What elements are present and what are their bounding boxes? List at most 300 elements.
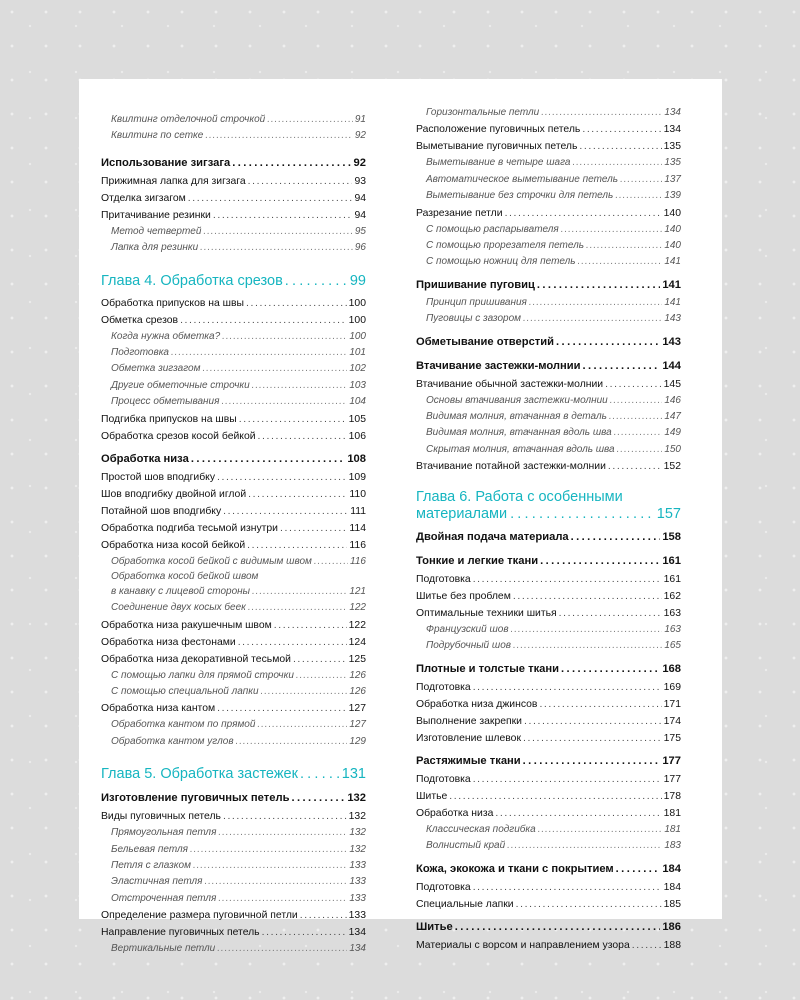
leader-dots (571, 528, 661, 547)
toc-entry[interactable] (416, 458, 681, 475)
leader-dots (505, 205, 662, 222)
page-number: 92 (354, 130, 366, 142)
leader-dots (620, 172, 662, 188)
page-number: 141 (662, 278, 681, 291)
page-number: 93 (354, 175, 366, 187)
section-entry[interactable] (101, 789, 366, 808)
toc-entry[interactable] (101, 520, 366, 537)
toc-entry[interactable] (101, 600, 366, 616)
entry-title: Расположение пуговичных петель (416, 124, 581, 136)
entry-title: Выметывание пуговичных петель (416, 141, 578, 153)
leader-dots (193, 858, 347, 874)
toc-entry[interactable] (101, 361, 366, 377)
toc-entry[interactable] (101, 411, 366, 428)
leader-dots (473, 571, 662, 588)
toc-entry[interactable] (101, 617, 366, 634)
toc-entry[interactable] (416, 254, 681, 270)
page-number: 177 (662, 754, 681, 767)
leader-dots (248, 600, 347, 616)
section-entry[interactable] (416, 276, 681, 295)
page-number: 116 (350, 555, 366, 567)
toc-entry[interactable] (101, 941, 366, 957)
entry-title: Принцип пришивания (426, 296, 527, 308)
page-number: 178 (663, 790, 681, 802)
entry-title: С помощью ножниц для петель (426, 256, 576, 268)
leader-dots (238, 634, 347, 651)
page-number: 100 (349, 330, 366, 342)
page-number: 174 (663, 715, 681, 727)
page-number: 140 (664, 223, 681, 235)
leader-dots (556, 333, 660, 352)
leader-dots (561, 660, 660, 679)
toc-entry[interactable] (416, 442, 681, 458)
page-number: 100 (348, 297, 366, 309)
leader-dots (495, 805, 661, 822)
leader-dots (632, 937, 662, 954)
leader-dots (222, 329, 347, 345)
section-entry[interactable] (416, 860, 681, 879)
entry-title: Обработка подгиба тесьмой изнутри (101, 522, 278, 534)
page-number: 105 (348, 413, 366, 425)
leader-dots (223, 503, 348, 520)
chapter-title: Глава 6. Работа с особенными (416, 489, 623, 506)
entry-title: Изготовление пуговичных петель (101, 792, 290, 805)
toc-entry[interactable] (101, 173, 366, 190)
page-number: 184 (662, 862, 681, 875)
leader-dots (180, 312, 347, 329)
entry-title: Обметывание отверстий (416, 335, 555, 348)
toc-entry[interactable] (416, 376, 681, 393)
leader-dots (609, 409, 662, 425)
entry-title: Двойная подача материала (416, 531, 569, 544)
leader-dots (455, 918, 661, 937)
chapter-heading[interactable] (101, 271, 366, 291)
toc-entry[interactable] (101, 394, 366, 410)
toc-entry[interactable] (101, 112, 366, 128)
toc-entry[interactable] (416, 222, 681, 238)
entry-title: Обработка низа фестонами (101, 636, 236, 648)
toc-entry[interactable] (416, 425, 681, 441)
entry-title: Шитье без проблем (416, 591, 511, 603)
page-number: 158 (662, 531, 681, 544)
entry-title: Обработка низа ракушечным швом (101, 619, 272, 631)
entry-title: Скрытая молния, втачанная вдоль шва (426, 443, 615, 455)
page-number: 134 (348, 927, 366, 939)
page-number: 104 (349, 396, 366, 408)
page-number: 143 (664, 313, 681, 325)
toc-entry[interactable] (416, 805, 681, 822)
page-number: 188 (663, 939, 681, 951)
toc-entry[interactable] (101, 537, 366, 554)
page-number: 96 (354, 242, 366, 254)
page-number: 145 (663, 378, 681, 390)
leader-dots (221, 394, 347, 410)
toc-entry[interactable] (416, 879, 681, 896)
leader-dots (202, 361, 347, 377)
leader-dots (529, 295, 662, 311)
toc-entry[interactable] (101, 717, 366, 733)
page-number: 116 (349, 539, 366, 551)
page-number: 133 (349, 876, 366, 888)
page-number: 126 (349, 686, 366, 698)
entry-title: Французский шов (426, 624, 509, 636)
page-number: 99 (349, 272, 366, 289)
entry-title: Шитье (416, 790, 448, 802)
leader-dots (539, 696, 661, 713)
page-number: 143 (662, 335, 681, 348)
toc-entry[interactable] (101, 825, 366, 841)
leader-dots (300, 907, 347, 924)
entry-title: Метод четвертей (111, 225, 202, 237)
page-number: 140 (663, 207, 681, 219)
toc-entry[interactable] (101, 345, 366, 361)
leader-dots (190, 842, 347, 858)
page-number: 127 (348, 703, 366, 715)
toc-entry[interactable] (101, 503, 366, 520)
entry-title: в канавку с лицевой стороны (111, 585, 250, 597)
leader-dots (236, 734, 348, 750)
chapter-heading[interactable] (416, 489, 681, 523)
entry-title: Автоматическое выметывание петель (426, 173, 619, 185)
entry-title: Втачивание застежки-молнии (416, 359, 581, 372)
leader-dots (586, 238, 662, 254)
leader-dots (218, 891, 347, 907)
toc-entry[interactable] (416, 730, 681, 747)
toc-entry[interactable] (416, 138, 681, 155)
toc-entry[interactable] (416, 188, 681, 204)
entry-title: Потайной шов вподгибку (101, 505, 222, 517)
leader-dots (572, 155, 662, 171)
page-number: 124 (348, 636, 366, 648)
section-entry[interactable] (416, 552, 681, 571)
leader-dots (449, 788, 661, 805)
page-number: 133 (349, 892, 366, 904)
toc-entry[interactable] (101, 329, 366, 345)
page-number: 129 (349, 735, 366, 747)
entry-title: Растяжимые ткани (416, 754, 521, 767)
page-number: 134 (664, 107, 681, 118)
leader-dots (248, 486, 347, 503)
page-number: 165 (664, 640, 681, 652)
entry-title: Обработка косой бейкой швом (111, 570, 259, 582)
page-number: 92 (353, 156, 366, 169)
section-entry[interactable] (416, 333, 681, 352)
entry-title: Петля с глазком (111, 860, 191, 872)
section-entry[interactable] (416, 660, 681, 679)
toc-entry[interactable] (416, 822, 681, 838)
page-number: 121 (349, 585, 366, 597)
entry-title: Оптимальные техники шитья (416, 608, 557, 620)
toc-left-column (101, 112, 366, 958)
page-number: 144 (662, 359, 681, 372)
toc-entry[interactable] (101, 808, 366, 825)
entry-title: Пуговицы с зазором (426, 313, 521, 325)
entry-title: Выметывание в четыре шага (426, 157, 571, 169)
entry-title: Горизонтальные петли (426, 107, 540, 118)
leader-dots (537, 276, 660, 295)
toc-entry[interactable] (416, 788, 681, 805)
leader-dots (285, 271, 348, 291)
toc-entry[interactable] (101, 207, 366, 224)
entry-title: Обметка срезов (101, 314, 179, 326)
toc-entry[interactable] (416, 622, 681, 638)
toc-entry[interactable] (101, 224, 366, 240)
toc-entry[interactable] (101, 684, 366, 700)
entry-title: Прямоугольная петля (111, 827, 217, 839)
toc-entry[interactable] (416, 713, 681, 730)
entry-title: Обработка низа кантом (101, 703, 216, 715)
entry-title: Выполнение закрепки (416, 715, 522, 727)
toc-entry[interactable] (101, 734, 366, 750)
toc-entry[interactable] (416, 696, 681, 713)
entry-title: Обработка низа (416, 807, 494, 819)
leader-dots (171, 345, 347, 361)
leader-dots (608, 458, 662, 475)
page-number: 184 (663, 881, 681, 893)
entry-title: Использование зигзага (101, 156, 231, 169)
leader-dots (252, 378, 348, 394)
toc-entry[interactable] (101, 428, 366, 445)
toc-entry[interactable] (101, 924, 366, 941)
toc-entry[interactable] (416, 771, 681, 788)
page-number: 101 (349, 346, 366, 358)
toc-entry[interactable] (101, 668, 366, 684)
leader-dots (513, 588, 662, 605)
toc-entry[interactable] (416, 638, 681, 654)
page-number: 161 (662, 555, 681, 568)
entry-title: Разрезание петли (416, 207, 503, 219)
entry-title: Виды пуговичных петель (101, 811, 221, 823)
entry-title: Классическая подгибка (426, 823, 536, 835)
toc-entry[interactable] (416, 393, 681, 409)
leader-dots (314, 554, 348, 570)
page-number: 122 (349, 602, 366, 614)
toc-right-column (416, 105, 681, 954)
page-number: 111 (350, 505, 366, 517)
entry-title: Соединение двух косых беек (111, 602, 246, 614)
toc-entry[interactable] (101, 874, 366, 890)
leader-dots (523, 752, 661, 771)
entry-title: Прижимная лапка для зигзага (101, 175, 246, 187)
toc-entry[interactable] (101, 584, 366, 600)
page-number: 133 (348, 910, 366, 922)
page-number: 100 (348, 314, 366, 326)
toc-entry[interactable] (416, 937, 681, 954)
toc-entry[interactable] (416, 588, 681, 605)
leader-dots (246, 295, 347, 312)
toc-entry[interactable] (416, 838, 681, 854)
page-number: 175 (663, 732, 681, 744)
toc-entry[interactable] (416, 155, 681, 171)
entry-title: Глава 4. Обработка срезов (101, 272, 283, 289)
entry-title: Подготовка (416, 681, 471, 693)
leader-dots (257, 717, 347, 733)
page-number: 177 (663, 773, 681, 785)
chapter-title-row (416, 506, 681, 523)
leader-dots (617, 442, 663, 458)
page-number: 168 (662, 662, 681, 675)
entry-title: Плотные и толстые ткани (416, 662, 560, 675)
leader-dots (511, 622, 663, 638)
page-number: 103 (349, 379, 366, 391)
entry-title: Направление пуговичных петель (101, 927, 260, 939)
leader-dots (583, 357, 661, 376)
entry-title: Обработка низа декоративной тесьмой (101, 653, 291, 665)
toc-entry[interactable] (416, 311, 681, 327)
leader-dots (213, 207, 353, 224)
leader-dots (188, 190, 353, 207)
leader-dots (218, 825, 347, 841)
page-number: 181 (663, 807, 681, 819)
toc-entry[interactable] (101, 700, 366, 717)
toc-entry[interactable] (101, 891, 366, 907)
toc-entry[interactable] (101, 295, 366, 312)
leader-dots (261, 684, 348, 700)
page-number: 163 (663, 608, 681, 620)
page-number: 186 (662, 920, 681, 933)
toc-entry[interactable] (101, 651, 366, 668)
entry-title: Обметка зигзагом (111, 363, 201, 375)
page-number: 150 (664, 443, 681, 455)
toc-entry[interactable] (101, 190, 366, 207)
toc-entry[interactable] (101, 570, 366, 584)
toc-entry[interactable] (101, 858, 366, 874)
section-entry[interactable] (416, 918, 681, 937)
toc-entry[interactable] (416, 121, 681, 138)
toc-entry[interactable] (416, 295, 681, 311)
page-number: 181 (664, 823, 681, 835)
leader-dots (507, 838, 662, 854)
leader-dots (191, 450, 346, 469)
toc-entry[interactable] (416, 409, 681, 425)
page-number: 126 (349, 669, 366, 681)
entry-title: Выметывание без строчки для петель (426, 190, 614, 202)
entry-title: Обработка низа джинсов (416, 698, 538, 710)
toc-entry[interactable] (101, 240, 366, 256)
section-entry[interactable] (416, 357, 681, 376)
entry-title: Обработка низа косой бейкой (101, 539, 246, 551)
entry-title: Лапка для резинки (111, 242, 199, 254)
toc-entry[interactable] (416, 896, 681, 913)
page-number: 147 (664, 410, 681, 422)
entry-title: Другие обметочные строчки (111, 379, 250, 391)
leader-dots (541, 105, 662, 121)
toc-entry[interactable] (416, 571, 681, 588)
toc-entry[interactable] (416, 605, 681, 622)
leader-dots (616, 860, 661, 879)
page-number: 94 (354, 192, 366, 204)
entry-title: С помощью распарывателя (426, 223, 559, 235)
toc-entry[interactable] (101, 554, 366, 570)
page-number: 133 (349, 860, 366, 872)
entry-title: Специальные лапки (416, 898, 514, 910)
leader-dots (252, 584, 347, 600)
entry-title: Отстроченная петля (111, 892, 217, 904)
entry-title: Глава 5. Обработка застежек (101, 766, 298, 783)
page-number: 125 (348, 653, 366, 665)
page-number: 91 (354, 114, 366, 125)
entry-title: Подготовка (111, 346, 169, 358)
page-number: 169 (663, 681, 681, 693)
leader-dots (205, 128, 353, 144)
page-number: 134 (663, 124, 681, 136)
page-number: 161 (663, 574, 681, 586)
leader-dots (291, 789, 345, 808)
leader-dots (473, 771, 662, 788)
entry-title: Подготовка (416, 574, 471, 586)
page-number: 127 (349, 719, 366, 731)
page-number: 146 (664, 394, 681, 406)
leader-dots (239, 411, 347, 428)
entry-title: Подгибка припусков на швы (101, 413, 237, 425)
page-number: 102 (349, 363, 366, 375)
section-entry[interactable] (101, 154, 366, 173)
leader-dots (203, 224, 352, 240)
entry-title: Шов вподгибку двойной иглой (101, 488, 247, 500)
toc-entry[interactable] (101, 907, 366, 924)
entry-title: Втачивание потайной застежки-молнии (416, 461, 606, 473)
page-number: 109 (348, 471, 366, 483)
leader-dots (610, 393, 663, 409)
toc-entry[interactable] (416, 105, 681, 121)
leader-dots (473, 879, 662, 896)
page-number: 134 (349, 943, 366, 955)
entry-title: Обработка кантом углов (111, 735, 234, 747)
entry-title: Квилтинг отделочной строчкой (111, 114, 266, 125)
leader-dots (540, 552, 660, 571)
section-entry[interactable] (416, 528, 681, 547)
entry-title: Материалы с ворсом и направлением узора (416, 939, 630, 951)
page-number: 95 (354, 225, 366, 237)
page-number: 132 (349, 843, 366, 855)
entry-title: Подготовка (416, 773, 471, 785)
entry-title: Притачивание резинки (101, 209, 211, 221)
entry-title: Подготовка (416, 881, 471, 893)
toc-page (79, 79, 722, 955)
leader-dots (248, 173, 353, 190)
entry-title: Пришивание пуговиц (416, 278, 535, 291)
chapter-title-cont: материалами (416, 506, 508, 523)
toc-entry[interactable] (101, 469, 366, 486)
toc-entry[interactable] (101, 842, 366, 858)
toc-entry[interactable] (101, 486, 366, 503)
leader-dots (274, 617, 347, 634)
entry-title: Видимая молния, втачанная вдоль шва (426, 427, 612, 439)
entry-title: Обработка косой бейкой с видимым швом (111, 555, 312, 567)
toc-entry[interactable] (416, 679, 681, 696)
entry-title: Обработка припусков на швы (101, 297, 244, 309)
toc-entry[interactable] (101, 634, 366, 651)
toc-entry[interactable] (101, 128, 366, 144)
toc-entry[interactable] (101, 378, 366, 394)
toc-entry[interactable] (101, 312, 366, 329)
leader-dots (258, 428, 347, 445)
leader-dots (605, 376, 662, 393)
entry-title: С помощью лапки для прямой строчки (111, 669, 294, 681)
page-number: 185 (663, 898, 681, 910)
page-number: 171 (663, 698, 681, 710)
toc-entry[interactable] (416, 172, 681, 188)
toc-entry[interactable] (416, 205, 681, 222)
chapter-heading[interactable] (101, 764, 366, 784)
leader-dots (247, 537, 347, 554)
page-number: 108 (347, 452, 366, 465)
section-entry[interactable] (101, 450, 366, 469)
entry-title: Бельевая петля (111, 843, 188, 855)
entry-title: Основы втачивания застежки-молнии (426, 394, 608, 406)
toc-entry[interactable] (416, 238, 681, 254)
section-entry[interactable] (416, 752, 681, 771)
